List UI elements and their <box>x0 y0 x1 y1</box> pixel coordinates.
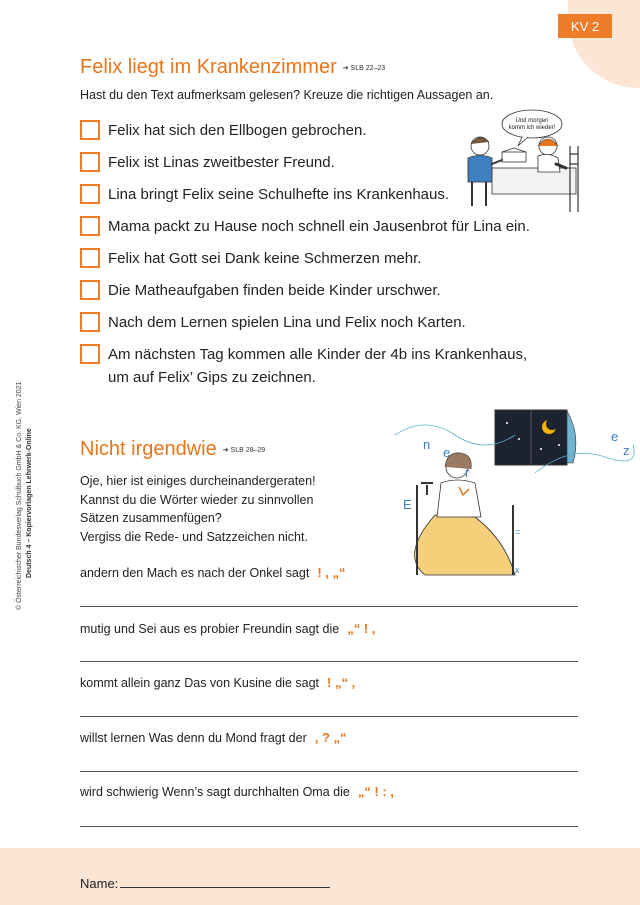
instruction-line-3: Sätzen zusammenfügen? <box>80 511 222 525</box>
statement-1: Felix hat sich den Ellbogen gebrochen. <box>108 122 367 139</box>
section1-title-text: Felix liegt im Krankenzimmer <box>80 56 337 78</box>
statement-7: Nach dem Lernen spielen Lina und Felix noch Karten. <box>108 314 466 331</box>
statement-6: Die Matheaufgaben finden beide Kinder urschwer. <box>108 282 441 299</box>
floating-letter-z: z <box>623 443 630 458</box>
checkbox-4[interactable] <box>80 216 100 236</box>
task-2-words: mutig und Sei aus es probier Freundin sagt die <box>80 622 340 636</box>
checkbox-5[interactable] <box>80 248 100 268</box>
floating-letter-r: r <box>465 465 470 480</box>
speech-line-1: Und morgen <box>515 118 549 124</box>
statement-8-line1: Am nächsten Tag kommen alle Kinder der 4b ins Krankenhaus, <box>108 346 528 363</box>
task-2 <box>80 621 375 636</box>
section2-instructions <box>80 472 316 546</box>
checkbox-8[interactable] <box>80 344 100 364</box>
floating-letter-x: x <box>515 565 520 575</box>
floating-letter-n: n <box>423 437 431 452</box>
task-5 <box>80 784 394 799</box>
task-1 <box>80 565 345 580</box>
checkbox-3[interactable] <box>80 184 100 204</box>
floating-letter-e2: e <box>611 429 619 444</box>
section1-intro: Hast du den Text aufmerksam gelesen? Kreuze die richtigen Aussagen an. <box>80 88 494 102</box>
hospital-illustration <box>452 106 582 212</box>
task-4-punct: , ? „“ <box>314 730 347 745</box>
instruction-line-1: Oje, hier ist einiges durcheinandergeraten! <box>80 474 316 488</box>
sidebar-copyright <box>16 330 36 610</box>
statement-8 <box>108 343 527 389</box>
statement-8-line2: um auf Felix’ Gips zu zeichnen. <box>108 369 316 386</box>
section2-title-text: Nicht irgendwie <box>80 438 217 460</box>
name-label: Name: <box>80 876 119 891</box>
speech-line-2: komm ich wieder! <box>508 125 556 131</box>
section2-ref: ➔ SLB 28–29 <box>222 446 266 454</box>
section1-ref: ➔ SLB 22–23 <box>342 64 386 72</box>
section2-title <box>80 438 265 461</box>
checkbox-1[interactable] <box>80 120 100 140</box>
statement-3: Lina bringt Felix seine Schulhefte ins Krankenhaus. <box>108 186 450 203</box>
checkbox-2[interactable] <box>80 152 100 172</box>
night-window-illustration <box>395 405 635 580</box>
task-3 <box>80 675 355 690</box>
statement-2: Felix ist Linas zweitbester Freund. <box>108 154 335 171</box>
task-2-punct: „“ ! , <box>347 621 376 636</box>
statement-4: Mama packt zu Hause noch schnell ein Jausenbrot für Lina ein. <box>108 218 530 235</box>
section1-title <box>80 56 385 79</box>
checkbox-7[interactable] <box>80 312 100 332</box>
checkbox-6[interactable] <box>80 280 100 300</box>
floating-letter-e: e <box>443 445 451 460</box>
worksheet-badge: KV 2 <box>558 14 612 38</box>
task-3-words: kommt allein ganz Das von Kusine die sagt <box>80 676 320 690</box>
answer-line-4[interactable] <box>80 771 578 772</box>
task-1-words: andern den Mach es nach der Onkel sagt <box>80 566 310 580</box>
task-4 <box>80 730 347 745</box>
instruction-line-2: Kannst du die Wörter wieder zu sinnvollen <box>80 492 314 507</box>
floating-letter-capital-e: E <box>403 497 412 512</box>
copyright-text: © Österreichischer Bundesverlag Schulbuch GmbH & Co. KG, Wien 2021 <box>16 381 23 610</box>
task-5-words: wird schwierig Wenn’s sagt durchhalten Oma die <box>80 785 350 799</box>
task-5-punct: „“ ! : , <box>357 784 394 799</box>
floating-symbol-equals: = <box>515 527 521 537</box>
task-3-punct: ! „“ , <box>327 675 356 690</box>
answer-line-3[interactable] <box>80 716 578 717</box>
instruction-line-4: Vergiss die Rede- und Satzzeichen nicht. <box>80 529 308 544</box>
task-1-punct: ! , „“ <box>317 565 346 580</box>
answer-line-1[interactable] <box>80 606 578 607</box>
answer-line-2[interactable] <box>80 661 578 662</box>
answer-line-5[interactable] <box>80 826 578 827</box>
statement-5: Felix hat Gott sei Dank keine Schmerzen mehr. <box>108 250 422 267</box>
task-4-words: willst lernen Was denn du Mond fragt der <box>80 731 307 745</box>
name-field-line[interactable] <box>120 887 330 888</box>
series-text: Deutsch 4 – Kopiervorlagen Lehrwerk-Online <box>26 428 33 578</box>
